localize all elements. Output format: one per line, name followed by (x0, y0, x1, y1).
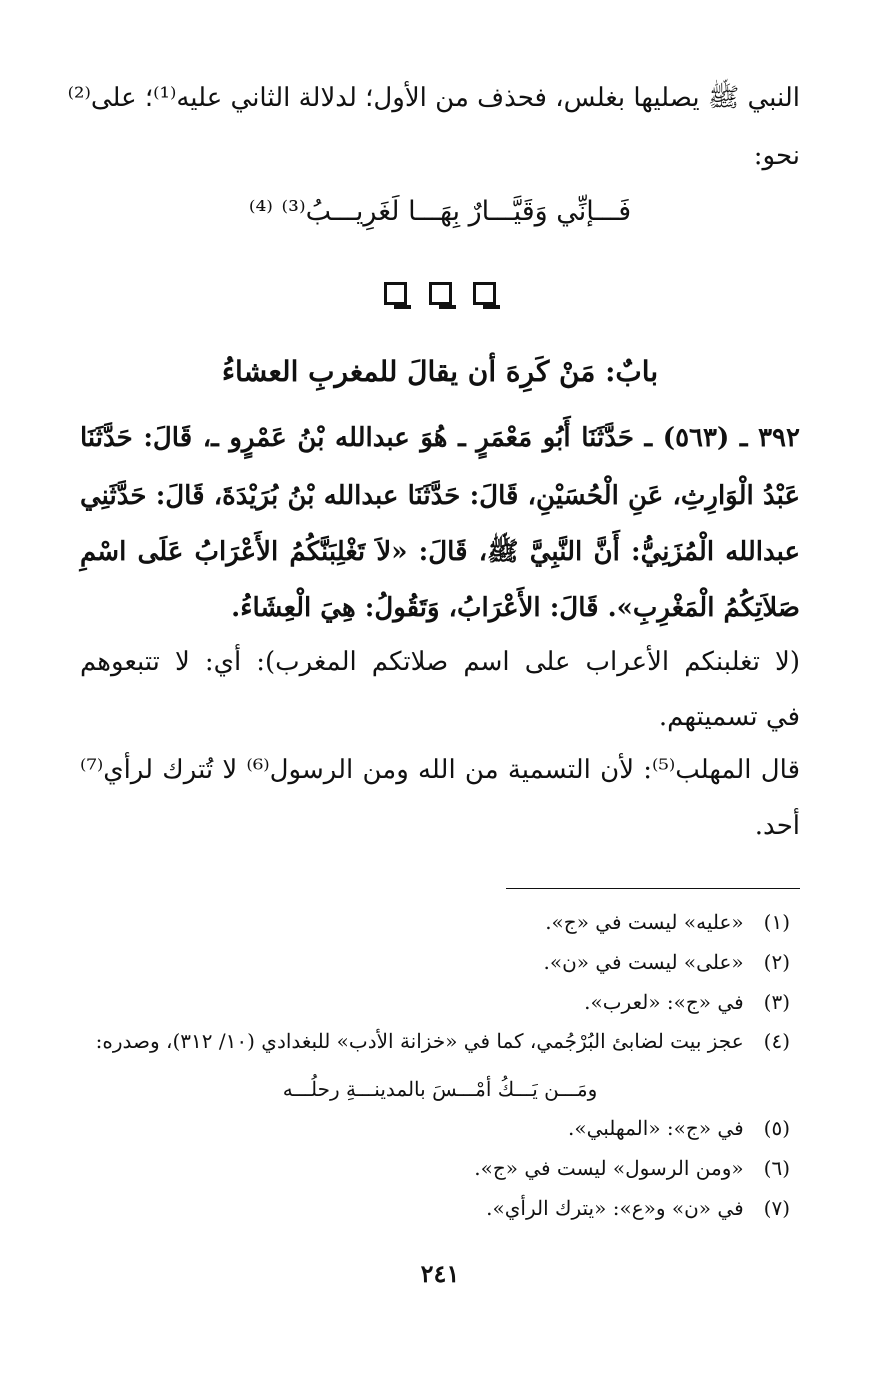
poetry-verse: فَـــإنِّي وَقَيَّـــارٌ بِهَـــا لَغَرِيـــبُ⁽³⁾ ⁽⁴⁾ (248, 196, 632, 227)
footnote-4 (80, 1025, 790, 1057)
hadith-line-1: ٣٩٢ ـ (٥٦٣) ـ حَدَّثَنَا أَبُو مَعْمَرٍ ـ هُوَ عبدالله بْنُ عَمْرٍو ـ، قَالَ: حَدَّثَنَا (80, 423, 800, 453)
footnote-number: (٧) (763, 1196, 790, 1220)
footnote-verse: ومَـــن يَـــكُ أمْـــسَ بالمدينـــةِ رحلُـــه (282, 1077, 598, 1101)
square-ornament-icon (429, 282, 452, 305)
page-number: ٢٤١ (420, 1259, 460, 1288)
footnote-text: عجز بيت لضابئ البُرْجُمي، كما في «خزانة الأدب» للبغدادي (١٠/ ٣١٢)، وصدره: (95, 1029, 744, 1053)
footnote-number: (٤) (763, 1029, 790, 1053)
footnote-6 (80, 1152, 790, 1184)
document-page (67, 0, 801, 1382)
commentary-line-3: قال المهلب⁽⁵⁾: لأن التسمية من الله ومن الرسول⁽⁶⁾ لا تُترك لرأي⁽⁷⁾ (80, 755, 801, 785)
commentary-line-4: أحد. (754, 811, 800, 841)
footnote-3 (80, 986, 790, 1018)
hadith-line-4: صَلاَتِكُمُ الْمَغْرِبِ». قَالَ: الأَعْرَابُ، وَتَقُولُ: هِيَ الْعِشَاءُ. (231, 593, 800, 623)
footnote-text: في «ن» و«ع»: «يترك الرأي». (486, 1196, 744, 1220)
intro-line-2: نحو: (753, 141, 800, 171)
footnote-number: (٥) (763, 1116, 790, 1140)
intro-line-1: النبي ﷺ يصليها بغلس، فحذف من الأول؛ لدلالة الثاني عليه⁽¹⁾؛ على⁽²⁾ (67, 83, 800, 113)
commentary-line-1: (لا تغلبنكم الأعراب على اسم صلاتكم المغرب): أي: لا تتبعوهم (80, 647, 800, 677)
footnote-text: «على» ليست في «ن». (543, 950, 744, 974)
footnote-text: «ومن الرسول» ليست في «ج». (474, 1156, 744, 1180)
footnote-divider (506, 888, 800, 889)
footnote-number: (٦) (763, 1156, 790, 1180)
footnote-2 (80, 946, 790, 978)
hadith-line-2: عَبْدُ الْوَارِثِ، عَنِ الْحُسَيْنِ، قَالَ: حَدَّثَنَا عبدالله بْنُ بُرَيْدَةَ، قَالَ: حَدَّثَنِي (80, 481, 800, 511)
footnote-5 (80, 1112, 790, 1144)
footnote-text: «عليه» ليست في «ج». (545, 910, 744, 934)
footnote-number: (٣) (763, 990, 790, 1014)
footnote-number: (١) (763, 910, 790, 934)
section-separator (80, 282, 800, 309)
chapter-heading: بابٌ: مَنْ كَرِهَ أن يقالَ للمغربِ العشاءُ (221, 355, 659, 388)
footnote-7 (80, 1192, 790, 1224)
footnote-text: في «ج»: «لعرب». (584, 990, 744, 1014)
square-ornament-icon (384, 282, 407, 305)
footnote-number: (٢) (763, 950, 790, 974)
hadith-line-3: عبدالله الْمُزَنِيُّ: أَنَّ النَّبِيَّ ﷺ، قَالَ: «لاَ تَغْلِبَنَّكُمُ الأَعْرَابُ عَلَى اسْمِ (80, 537, 800, 567)
commentary-line-2: في تسميتهم. (658, 702, 800, 732)
square-ornament-icon (473, 282, 496, 305)
footnote-1 (80, 906, 790, 938)
footnote-text: في «ج»: «المهلبي». (567, 1116, 744, 1140)
